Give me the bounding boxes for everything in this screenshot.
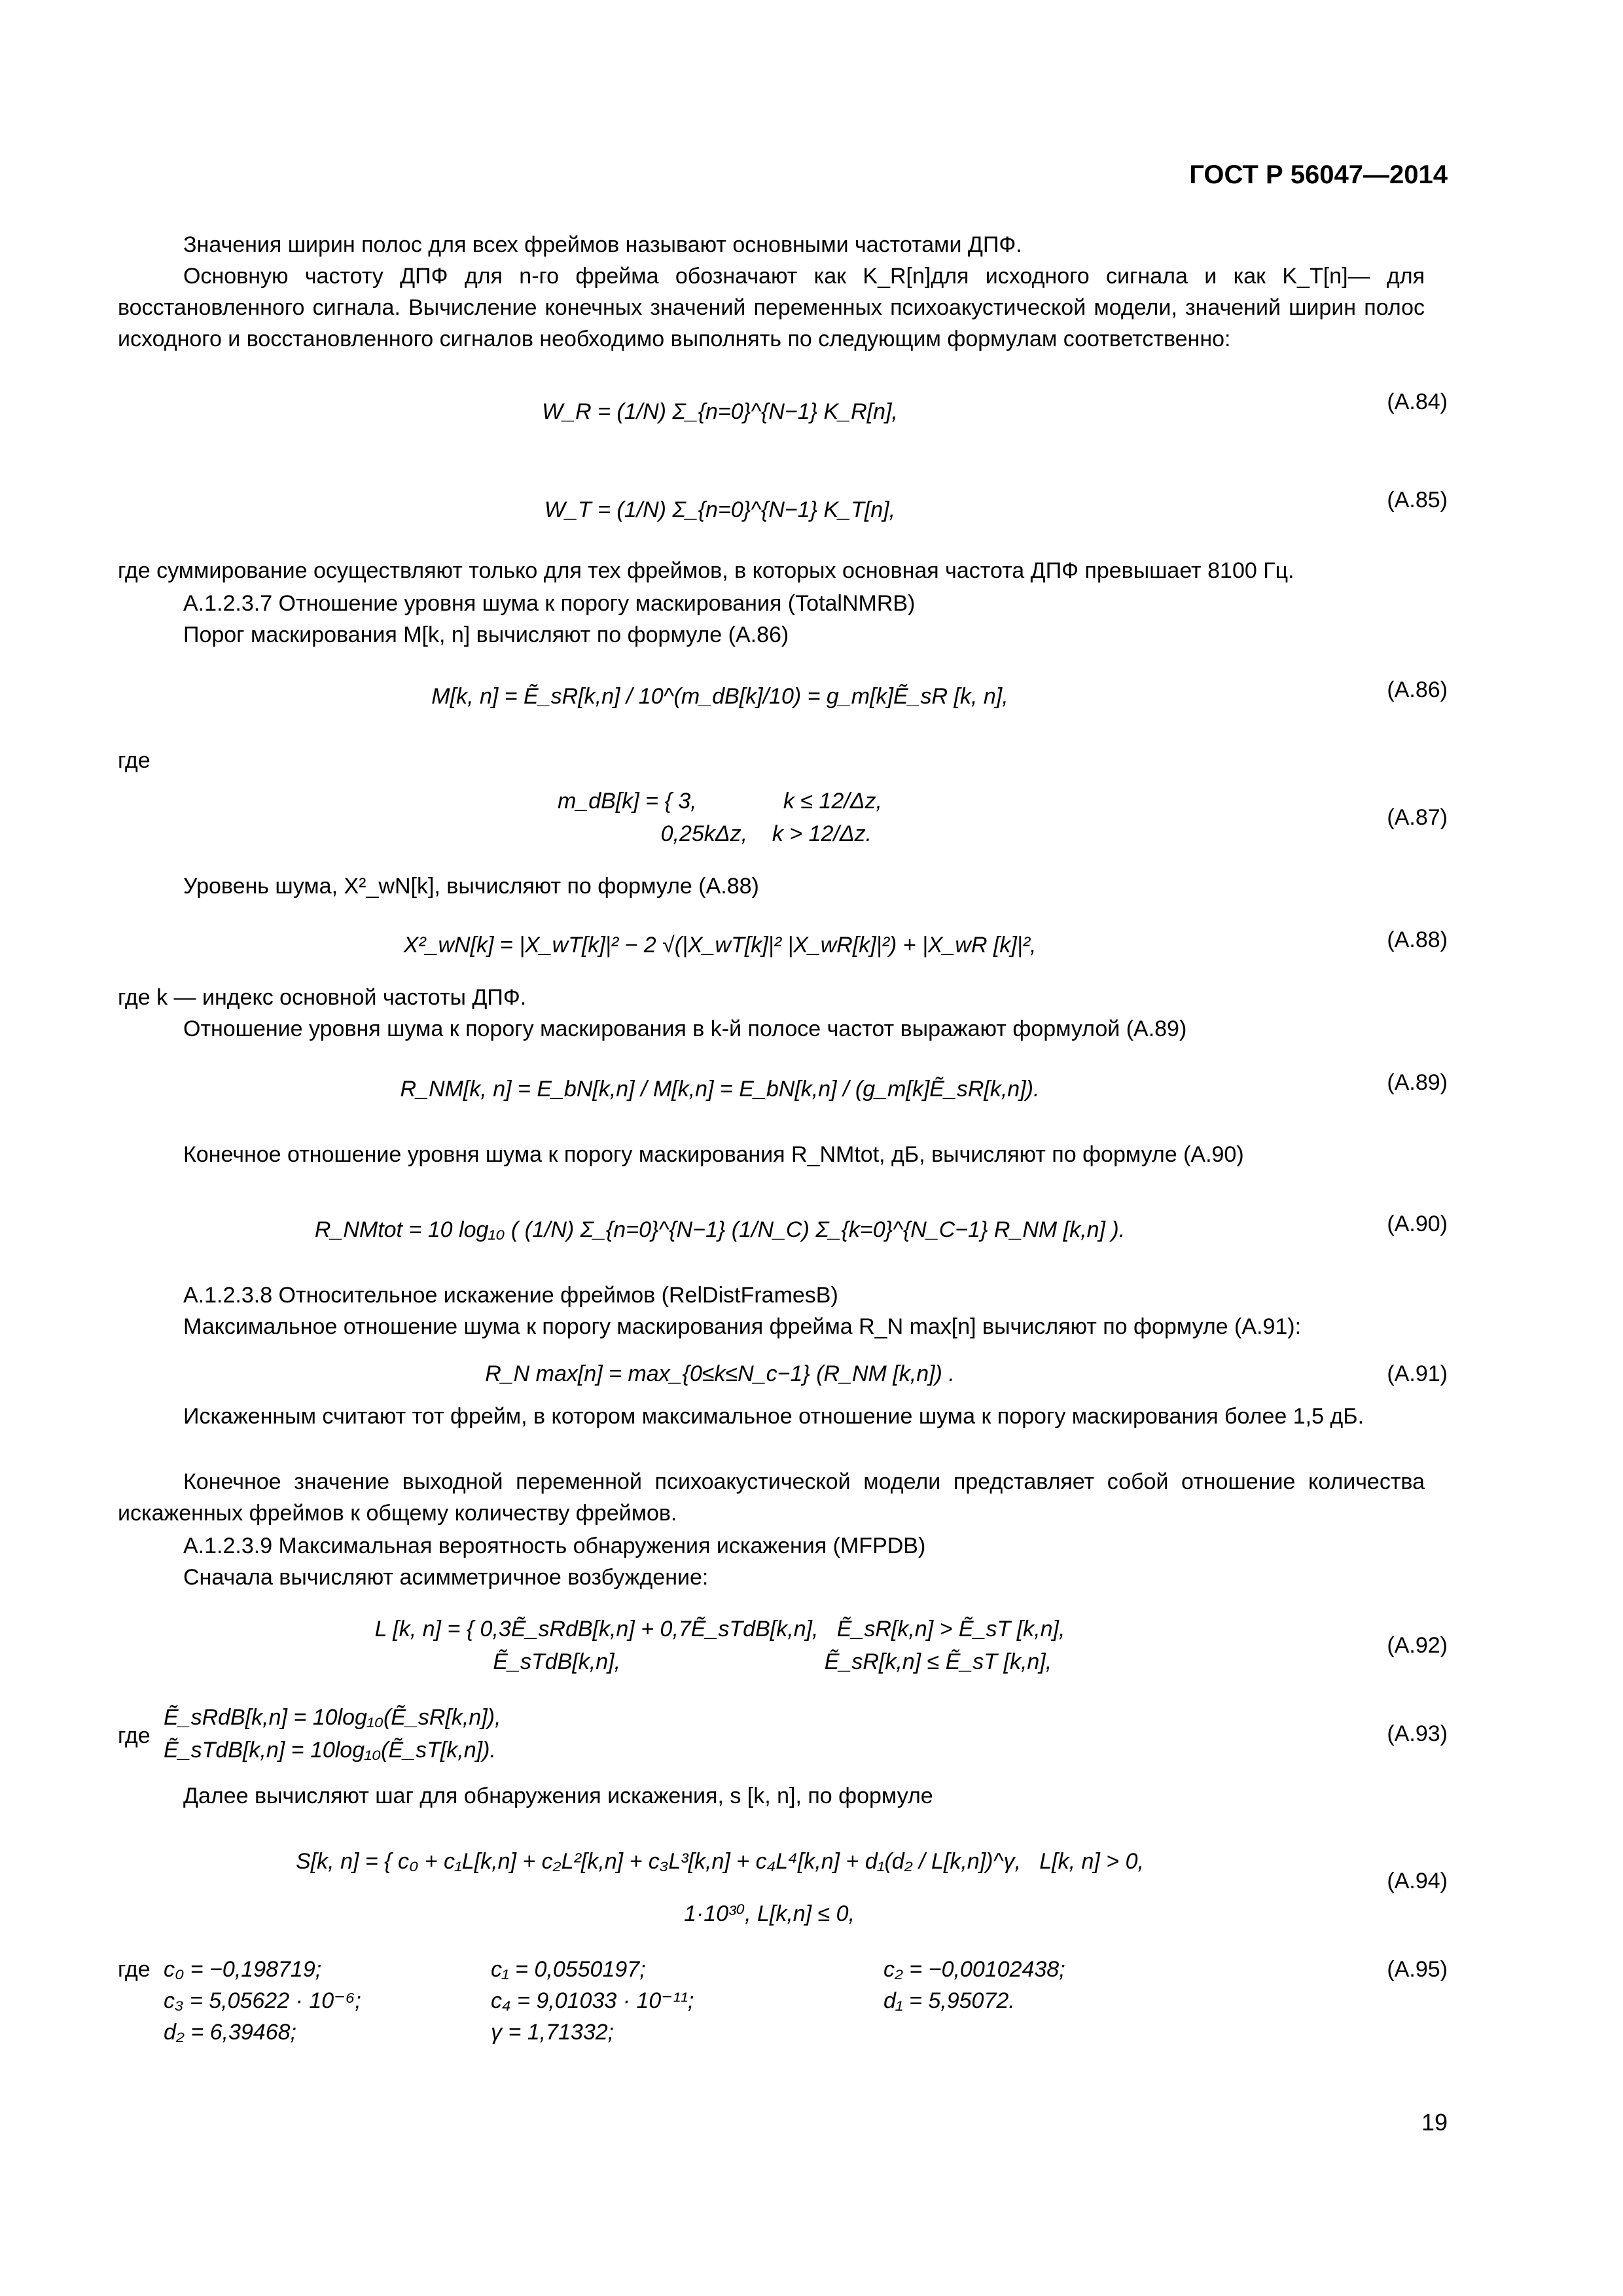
paragraph: Сначала вычисляют асимметричное возбуждение: xyxy=(183,1565,709,1590)
paragraph: где суммирование осуществляют только для тех фреймов, в которых основная частота ДПФ превышает 8100 Гц. xyxy=(118,558,1294,583)
equation-a93-line1: Ẽ_sRdB[k,n] = 10log₁₀(Ẽ_sR[k,n]), xyxy=(164,1705,501,1730)
equation-a94-line2: 1·10³⁰, L[k,n] ≤ 0, xyxy=(584,1901,855,1926)
coefficient-c2: c₂ = −0,00102438; xyxy=(883,1957,1065,1982)
equation-a91: R_N max[n] = max_{0≤k≤N_c−1} (R_NM [k,n]) . xyxy=(485,1361,955,1386)
label-where: где xyxy=(118,748,151,773)
equation-a92-line1: L [k, n] = { 0,3Ẽ_sRdB[k,n] + 0,7Ẽ_sTdB[k,n], Ẽ_sR[k,n] > Ẽ_sT [k,n], xyxy=(374,1617,1065,1641)
coefficient-d2: d₂ = 6,39468; xyxy=(164,2020,296,2045)
page-number: 19 xyxy=(1421,2109,1448,2136)
paragraph: Основную частоту ДПФ для n-го фрейма обозначают как K_R[n]для исходного сигнала и как K_T[n]— для восстановленного сигнала. Вычисление конечных значений переменных психоакустической модели, значений ширин полос исходного и восстановленного сигналов необходимо выполнять по следующим формулам соответственно: xyxy=(118,264,1425,351)
equation-number: (А.95) xyxy=(1387,1957,1448,1982)
coefficient-d1: d₁ = 5,95072. xyxy=(883,1988,1015,2013)
equation-number: (А.89) xyxy=(1387,1070,1448,1095)
paragraph: Порог маскирования M[k, n] вычисляют по формуле (А.86) xyxy=(183,622,789,647)
equation-number: (А.93) xyxy=(1387,1721,1448,1746)
equation-a87-line2: 0,25kΔz, k > 12/Δz. xyxy=(567,821,872,846)
equation-number: (А.88) xyxy=(1387,927,1448,952)
equation-a93-line2: Ẽ_sTdB[k,n] = 10log₁₀(Ẽ_sT[k,n]). xyxy=(164,1738,496,1763)
equation-a92-line2: Ẽ_sTdB[k,n], Ẽ_sR[k,n] ≤ Ẽ_sT [k,n], xyxy=(387,1649,1052,1674)
equation-a87-line1: m_dB[k] = { 3, k ≤ 12/Δz, xyxy=(558,789,882,814)
coefficient-c3: c₃ = 5,05622 · 10⁻⁶; xyxy=(164,1988,361,2013)
standard-header: ГОСТ Р 56047—2014 xyxy=(1189,160,1448,189)
label-where: где xyxy=(118,1957,151,1982)
label-where: где xyxy=(118,1723,151,1748)
coefficient-c0: c₀ = −0,198719; xyxy=(164,1957,322,1982)
equation-number: (А.87) xyxy=(1387,805,1448,830)
equation-number: (А.86) xyxy=(1387,677,1448,702)
equation-a90: R_NMtot = 10 log₁₀ ( (1/N) Σ_{n=0}^{N−1} (1/N_C) Σ_{k=0}^{N_C−1} R_NM [k,n] ). xyxy=(314,1217,1126,1242)
equation-number: (А.85) xyxy=(1387,488,1448,512)
coefficient-c1: c₁ = 0,0550197; xyxy=(491,1957,646,1982)
equation-a85: W_T = (1/N) Σ_{n=0}^{N−1} K_T[n], xyxy=(544,497,896,522)
equation-a84: W_R = (1/N) Σ_{n=0}^{N−1} K_R[n], xyxy=(542,399,898,424)
coefficient-c4: c₄ = 9,01033 · 10⁻¹¹; xyxy=(491,1988,694,2013)
equation-a88: X²_wN[k] = |X_wT[k]|² − 2 √(|X_wT[k]|² |X_wR[k]|²) + |X_wR [k]|², xyxy=(403,933,1037,958)
paragraph: Уровень шума, X²_wN[k], вычисляют по формуле (А.88) xyxy=(183,874,759,899)
equation-number: (А.92) xyxy=(1387,1633,1448,1658)
equation-number: (А.91) xyxy=(1387,1361,1448,1386)
equation-number: (А.90) xyxy=(1387,1211,1448,1236)
paragraph: Значения ширин полос для всех фреймов называют основными частотами ДПФ. xyxy=(183,232,1022,257)
section-heading: А.1.2.3.7 Отношение уровня шума к порогу маскирования (TotalNMRB) xyxy=(183,591,916,616)
equation-a86: M[k, n] = Ẽ_sR[k,n] / 10^(m_dB[k]/10) = g_m[k]Ẽ_sR [k, n], xyxy=(431,684,1008,709)
paragraph: Далее вычисляют шаг для обнаружения искажения, s [k, n], по формуле xyxy=(183,1784,933,1808)
paragraph: Максимальное отношение шума к порогу маскирования фрейма R_N max[n] вычисляют по формуле (А.91): xyxy=(183,1314,1302,1339)
equation-a94-line1: S[k, n] = { c₀ + c₁L[k,n] + c₂L²[k,n] + c₃L³[k,n] + c₄L⁴[k,n] + d₁(d₂ / L[k,n])^γ, L[k, n] > 0, xyxy=(296,1849,1144,1874)
paragraph: Конечное отношение уровня шума к порогу маскирования R_NMtot, дБ, вычисляют по формуле (А.90) xyxy=(183,1142,1244,1167)
paragraph: Искаженным считают тот фрейм, в котором максимальное отношение шума к порогу маскирования более 1,5 дБ. xyxy=(183,1404,1364,1429)
equation-a89: R_NM[k, n] = E_bN[k,n] / M[k,n] = E_bN[k,n] / (g_m[k]Ẽ_sR[k,n]). xyxy=(400,1077,1040,1102)
paragraph: Отношение уровня шума к порогу маскирования в k-й полосе частот выражают формулой (А.89) xyxy=(183,1016,1187,1041)
coefficient-gamma: γ = 1,71332; xyxy=(491,2020,615,2045)
equation-number: (А.94) xyxy=(1387,1869,1448,1893)
equation-number: (А.84) xyxy=(1387,389,1448,414)
section-heading: А.1.2.3.9 Максимальная вероятность обнаружения искажения (MFPDB) xyxy=(183,1534,926,1558)
paragraph: где k — индекс основной частоты ДПФ. xyxy=(118,985,527,1010)
paragraph: Конечное значение выходной переменной психоакустической модели представляет собой отношение количества искаженных фреймов к общему количеству фреймов. xyxy=(118,1469,1425,1526)
section-heading: А.1.2.3.8 Относительное искажение фреймов (RelDistFramesB) xyxy=(183,1283,838,1308)
